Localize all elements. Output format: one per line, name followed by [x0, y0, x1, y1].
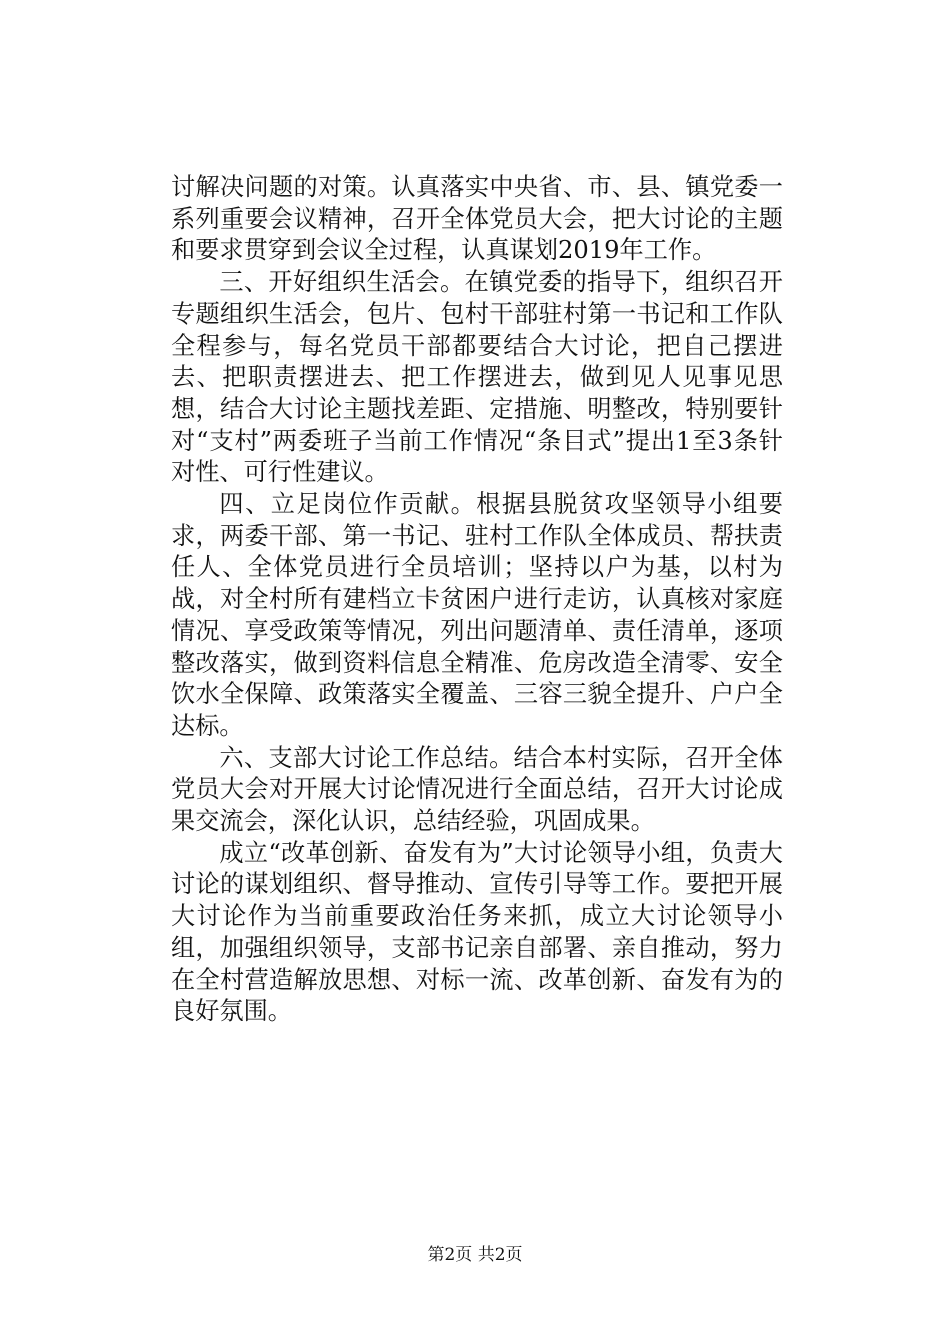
paragraph-contribute-at-post: 四、立足岗位作贡献。根据县脱贫攻坚领导小组要求，两委干部、第一书记、驻村工作队全体成员、帮扶责任人、全体党员进行全员培训；坚持以户为基，以村为战，对全村所有建档立卡贫困户进行走访，认真核对家庭情况、享受政策等情况，列出问题清单、责任清单，逐项整改落实，做到资料信息全精准、危房改造全清零、安全饮水全保障、政策落实全覆盖、三容三貌全提升、户户全达标。 [171, 490, 783, 740]
document-body [171, 172, 783, 1028]
paragraph-continuation: 讨解决问题的对策。认真落实中央省、市、县、镇党委一系列重要会议精神，召开全体党员大会，把大讨论的主题和要求贯穿到会议全过程，认真谋划2019年工作。 [171, 173, 783, 265]
paragraph-organize-life-meeting: 三、开好组织生活会。在镇党委的指导下，组织召开专题组织生活会，包片、包村干部驻村第一书记和工作队全程参与，每名党员干部都要结合大讨论，把自己摆进去、把职责摆进去、把工作摆进去，做到见人见事见思想，结合大讨论主题找差距、定措施、明整改，特别要针对“支村”两委班子当前工作情况“条目式”提出1至3条针对性、可行性建议。 [171, 268, 783, 487]
paragraph-leading-group: 成立“改革创新、奋发有为”大讨论领导小组，负责大讨论的谋划组织、督导推动、宣传引导等工作。要把开展大讨论作为当前重要政治任务来抓，成立大讨论领导小组，加强组织领导，支部书记亲自部署、亲自推动，努力在全村营造解放思想、对标一流、改革创新、奋发有为的良好氛围。 [171, 838, 783, 1026]
page-number-footer: 第2页 共2页 [427, 1245, 523, 1265]
paragraph-branch-summary: 六、支部大讨论工作总结。结合本村实际，召开全体党员大会对开展大讨论情况进行全面总结，召开大讨论成果交流会，深化认识，总结经验，巩固成果。 [171, 743, 783, 836]
